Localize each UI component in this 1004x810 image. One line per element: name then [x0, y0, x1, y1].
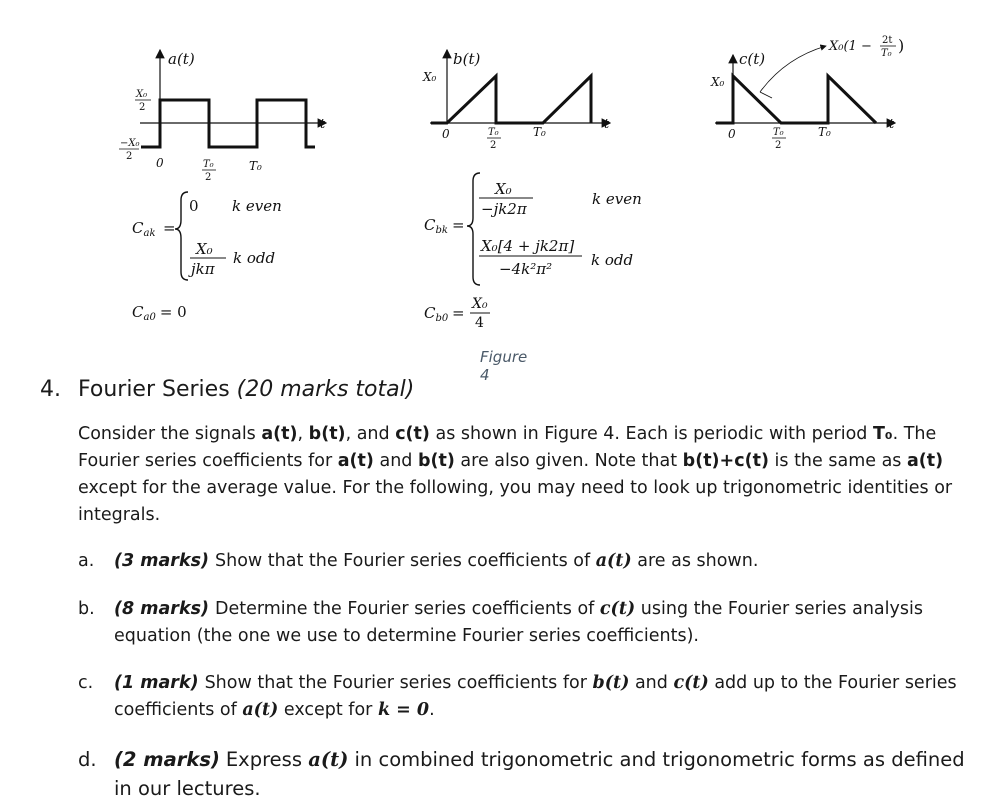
c-annotation: X₀(1 −: [829, 39, 872, 54]
cb-odd-num: X₀[4 + jk2π]: [481, 237, 575, 255]
math-ref: a(t): [308, 748, 349, 771]
math-ref: a(t): [242, 700, 279, 720]
cb-eq: =: [452, 216, 465, 234]
text-run: Show that the Fourier series coefficients of: [215, 551, 596, 571]
c-annotation-close: ): [898, 36, 905, 55]
question-intro: [78, 421, 968, 529]
ca-even-val: 0: [189, 197, 199, 215]
signal-c-plot: [710, 35, 904, 151]
cb-even-num: X₀: [495, 180, 512, 198]
part-label: b.: [78, 599, 95, 619]
a-label: a(t): [168, 50, 195, 68]
signal-b-plot: [422, 50, 610, 151]
math-ref: c(t): [599, 599, 636, 619]
c-annotation-arrow: [760, 46, 826, 92]
question-marks: (20 marks total): [236, 377, 415, 402]
figure-caption: Figure 4: [480, 348, 528, 384]
part-b: [78, 596, 978, 650]
c-half-num: T₀: [773, 127, 784, 138]
ca-odd-num: X₀: [196, 240, 213, 258]
signal-ref: T₀: [872, 424, 893, 444]
cb-lhs: $C_{bk}$: [424, 216, 448, 236]
cb0-num: X₀: [472, 296, 488, 312]
figure-4: [0, 0, 1004, 384]
b-waveform: [431, 76, 591, 123]
text-run: .: [429, 700, 435, 720]
signal-ref: b(t): [417, 451, 455, 471]
part-text: [114, 670, 978, 724]
math-ref: b(t): [592, 673, 630, 693]
signal-ref: a(t): [906, 451, 944, 471]
ca0: $C_{a0} = 0$: [132, 303, 187, 323]
signal-ref: b(t)+c(t): [682, 451, 769, 471]
text-run: and: [373, 451, 418, 471]
ca-odd-den: jkπ: [191, 260, 215, 278]
part-label: c.: [78, 673, 94, 693]
part-label: d.: [78, 748, 97, 771]
question-title: [40, 377, 980, 402]
b-half-den: 2: [490, 140, 497, 151]
part-marks: (8 marks): [114, 599, 209, 619]
signal-ref: b(t): [308, 424, 346, 444]
a-half-den: 2: [205, 172, 212, 183]
text-run: ,: [297, 424, 309, 444]
ca-brace: [175, 192, 188, 280]
c-half-den: 2: [775, 140, 782, 151]
text-run: Consider the signals: [78, 424, 262, 444]
b-t-label: t: [604, 117, 610, 132]
a-pos-den: 2: [139, 102, 146, 113]
b-half-num: T₀: [488, 127, 499, 138]
a-neg-num: −X₀: [120, 138, 140, 149]
text-run: Express: [225, 748, 309, 771]
cb-odd-label: k odd: [591, 251, 634, 269]
text-run: Show that the Fourier series coefficients for: [204, 673, 593, 693]
text-run: are also given. Note that: [454, 451, 683, 471]
c-amp: X₀: [711, 75, 725, 89]
text-run: as shown in Figure 4. Each is periodic with period: [429, 424, 873, 444]
question-header: [40, 377, 980, 402]
signal-ref: a(t): [337, 451, 374, 471]
math-ref: c(t): [673, 673, 709, 693]
text-run: except for the average value. For the following, you may need to look up trigonometric identities or integrals.: [78, 478, 953, 525]
c-t-label: t: [889, 117, 895, 132]
c-period: T₀: [818, 125, 831, 139]
part-marks: (2 marks): [114, 748, 220, 771]
part-text: [114, 745, 978, 803]
a-t-label: t: [320, 117, 326, 132]
b-label: b(t): [453, 50, 481, 68]
text-run: . The Fourier series coefficients for: [78, 424, 937, 471]
text-run: are as shown.: [631, 551, 759, 571]
c-annotation-den: T₀: [881, 48, 892, 59]
signal-a-plot: [119, 50, 326, 183]
cb0-lhs: $C_{b0}$: [424, 304, 449, 324]
signal-ref: a(t): [261, 424, 298, 444]
part-marks: (1 mark): [114, 673, 199, 693]
signal-b-coefficients: [424, 173, 642, 331]
question-number: 4.: [40, 377, 61, 402]
cb-even-den: −jk2π: [481, 200, 527, 218]
part-text: [114, 548, 978, 575]
text-run: is the same as: [768, 451, 907, 471]
text-run: using the Fourier series analysis equation (the one we use to determine Fourier series coefficients).: [114, 599, 923, 646]
part-c: [78, 670, 978, 724]
b-zero: 0: [442, 127, 450, 141]
signal-ref: c(t): [395, 424, 430, 444]
cb-even-label: k even: [592, 190, 642, 208]
a-zero: 0: [156, 156, 164, 170]
text-run: , and: [345, 424, 396, 444]
math-ref: a(t): [595, 551, 632, 571]
a-pos-num: X₀: [136, 89, 148, 100]
figure-4-graphics: [0, 0, 1004, 380]
cb-brace: [467, 173, 480, 285]
text-run: Determine the Fourier series coefficients of: [215, 599, 600, 619]
ca-eq: =: [163, 219, 176, 237]
cb-odd-den: −4k²π²: [499, 260, 553, 278]
ca-even-label: k even: [232, 197, 282, 215]
signal-a-coefficients: [132, 192, 282, 323]
text-run: and: [629, 673, 674, 693]
part-a: [78, 548, 978, 575]
question-title-text: Fourier Series: [78, 377, 230, 402]
c-label: c(t): [739, 50, 766, 68]
part-label: a.: [78, 551, 95, 571]
text-run: add up to the Fourier series coefficients of: [114, 673, 957, 720]
a-half-num: T₀: [203, 159, 214, 170]
part-d: [78, 745, 978, 803]
text-run: in combined trigonometric and trigonometric forms as defined in our lectures.: [114, 748, 965, 800]
cb0-eq: =: [452, 304, 465, 322]
part-text: [114, 596, 978, 650]
c-annotation-num: 2t: [882, 35, 893, 46]
part-marks: (3 marks): [114, 551, 209, 571]
math-ref: k = 0: [377, 700, 430, 720]
ca-lhs: $C_{ak}$: [132, 219, 156, 239]
b-amp: X₀: [423, 70, 437, 84]
b-period: T₀: [533, 125, 546, 139]
a-neg-den: 2: [126, 151, 133, 162]
text-run: except for: [278, 700, 378, 720]
a-period: T₀: [249, 159, 262, 173]
cb0-den: 4: [475, 315, 484, 331]
c-waveform: [716, 76, 876, 123]
ca-odd-label: k odd: [233, 249, 276, 267]
c-zero: 0: [728, 127, 736, 141]
